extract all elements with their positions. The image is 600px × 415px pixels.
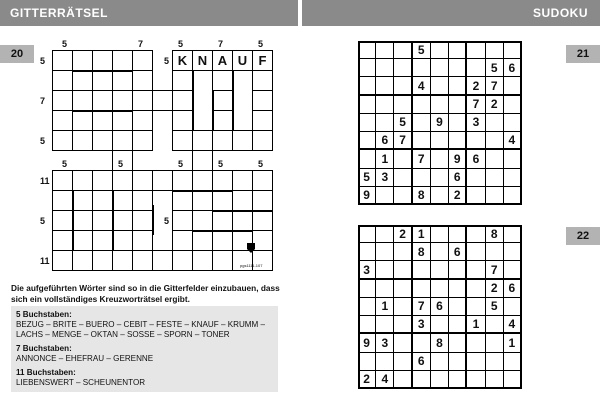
sudoku-cell[interactable] [449,132,467,150]
crossword-cell[interactable] [172,90,193,111]
crossword-cell[interactable] [232,170,253,191]
sudoku-cell[interactable] [431,187,449,205]
crossword-cell[interactable] [252,70,273,91]
clue-number-left: 5 [40,136,46,146]
crossword-cell[interactable] [92,90,113,111]
sudoku-cell[interactable] [504,353,522,371]
sudoku-cell[interactable]: 4 [413,77,431,95]
crossword-cell[interactable] [52,130,73,151]
crossword-cell[interactable] [172,190,193,211]
page-number-21: 21 [566,45,600,63]
crossword-cell[interactable] [252,230,273,251]
sudoku-cell[interactable]: 1 [467,316,485,334]
sudoku-cell[interactable]: 5 [413,41,431,59]
sudoku-cell[interactable] [504,298,522,316]
sudoku-cell[interactable] [358,114,376,132]
crossword-cell[interactable] [212,170,233,191]
crossword-cell[interactable] [132,110,153,131]
crossword-cell[interactable] [92,230,113,251]
sudoku-cell[interactable]: 9 [358,334,376,352]
crossword-letter-cell[interactable]: K [172,50,193,71]
sudoku-cell[interactable] [431,261,449,279]
clue-number-left: 5 [40,56,46,66]
sudoku-cell[interactable] [467,298,485,316]
crossword-cell[interactable] [72,90,93,111]
grid-separator [72,110,132,112]
clue-number-mid: 5 [62,159,68,169]
crossword-cell[interactable] [132,230,153,251]
crossword-cell[interactable] [92,110,113,131]
sudoku-cell[interactable] [394,41,412,59]
sudoku-cell[interactable]: 6 [449,243,467,261]
crossword-letter-cell[interactable]: N [192,50,213,71]
crossword-cell[interactable] [252,90,273,111]
sudoku-cell[interactable]: 8 [431,334,449,352]
sudoku-cell[interactable] [413,371,431,389]
sudoku-cell[interactable] [431,371,449,389]
sudoku-cell[interactable]: 3 [467,114,485,132]
crossword-cell[interactable] [192,250,213,271]
sudoku-cell[interactable] [394,150,412,168]
clue-number-top: 7 [218,39,224,49]
crossword-cell[interactable] [212,110,233,131]
sudoku-cell[interactable] [486,334,504,352]
sudoku-cell[interactable] [413,96,431,114]
crossword-cell[interactable] [172,110,193,131]
sudoku-cell[interactable]: 4 [376,371,394,389]
sudoku-cell[interactable] [449,261,467,279]
sudoku-cell[interactable] [504,169,522,187]
crossword-cell[interactable] [152,250,173,271]
crossword-cell[interactable] [52,110,73,131]
sudoku-cell[interactable]: 3 [413,316,431,334]
sudoku-cell[interactable] [504,150,522,168]
sudoku-cell[interactable] [376,59,394,77]
sudoku-cell[interactable]: 7 [394,132,412,150]
crossword-cell[interactable] [212,70,233,91]
sudoku-cell[interactable] [431,96,449,114]
grid-separator [112,190,114,250]
sudoku-cell[interactable] [376,96,394,114]
sudoku-cell[interactable] [394,261,412,279]
sudoku-cell[interactable]: 2 [449,187,467,205]
crossword-cell[interactable] [72,130,93,151]
clue-number-left: 11 [40,176,50,186]
grid-separator [192,70,194,130]
sudoku-cell[interactable] [504,114,522,132]
crossword-cell[interactable] [92,50,113,71]
sudoku-cell[interactable] [449,353,467,371]
sudoku-cell[interactable] [376,225,394,243]
crossword-cell[interactable] [192,130,213,151]
sudoku-cell[interactable] [413,59,431,77]
clue-number-top: 5 [62,39,68,49]
sudoku-cell[interactable] [358,225,376,243]
sudoku-cell[interactable] [467,261,485,279]
sudoku-cell[interactable] [358,96,376,114]
sudoku-cell[interactable]: 5 [358,169,376,187]
clue-number-mid: 5 [258,159,264,169]
sudoku-22 [358,225,522,389]
puzzle-code: pgs1111-107 [240,263,263,268]
crossword-cell[interactable] [112,210,133,231]
sudoku-cell[interactable] [449,96,467,114]
crossword-cell[interactable] [112,170,133,191]
sudoku-cell[interactable] [486,371,504,389]
sudoku-cell[interactable] [486,353,504,371]
crossword-cell[interactable] [212,250,233,271]
sudoku-cell[interactable] [413,280,431,298]
crossword-cell[interactable] [52,250,73,271]
sudoku-cell[interactable] [394,371,412,389]
grid-separator [192,230,252,232]
sudoku-cell[interactable]: 1 [376,298,394,316]
sudoku-cell[interactable] [486,243,504,261]
crossword-cell[interactable] [172,210,193,231]
sudoku-cell[interactable]: 6 [413,353,431,371]
sudoku-cell[interactable] [486,169,504,187]
sudoku-cell[interactable] [376,243,394,261]
crossword-cell[interactable] [252,110,273,131]
crossword-cell[interactable] [92,70,113,91]
sudoku-cell[interactable] [504,225,522,243]
word-group-heading: 11 Buchstaben: [16,368,76,377]
sudoku-cell[interactable] [376,77,394,95]
sudoku-cell[interactable] [449,41,467,59]
crossword-cell[interactable] [52,210,73,231]
crossword-cell[interactable] [132,70,153,91]
sudoku-cell[interactable]: 6 [449,169,467,187]
crossword-cell[interactable] [212,210,233,231]
clue-number-mid: 5 [218,159,224,169]
instructions-text: Die aufgeführten Wörter sind so in die Gitterfelder einzubauen, dass sich ein vollständiges Kreuzworträtsel ergibt. [11,283,280,304]
crossword-cell[interactable] [132,170,153,191]
sudoku-cell[interactable] [504,41,522,59]
sudoku-cell[interactable] [358,132,376,150]
sudoku-cell[interactable] [467,187,485,205]
header-right-title: SUDOKU [302,0,600,26]
sudoku-cell[interactable] [358,316,376,334]
sudoku-cell[interactable] [394,169,412,187]
word-group-11 [16,368,273,388]
sudoku-cell[interactable] [449,225,467,243]
page-number-22: 22 [566,227,600,245]
sudoku-cell[interactable]: 7 [413,150,431,168]
sudoku-cell[interactable]: 8 [413,243,431,261]
word-group-heading: 5 Buchstaben: [16,310,72,319]
crossword-letter-cell[interactable]: A [212,50,233,71]
sudoku-cell[interactable]: 9 [358,187,376,205]
sudoku-cell[interactable] [449,77,467,95]
sudoku-cell[interactable] [394,96,412,114]
sudoku-cell[interactable]: 2 [358,371,376,389]
sudoku-cell[interactable] [376,261,394,279]
sudoku-cell[interactable] [486,150,504,168]
sudoku-cell[interactable]: 4 [504,316,522,334]
crossword-cell[interactable] [72,170,93,191]
sudoku-cell[interactable] [358,77,376,95]
crossword-cell[interactable] [252,190,273,211]
sudoku-cell[interactable]: 6 [431,298,449,316]
sudoku-cell[interactable]: 5 [486,298,504,316]
sudoku-cell[interactable] [431,316,449,334]
word-group-words: ANNONCE – EHEFRAU – GERENNE [16,354,154,363]
clue-number-inner: 5 [164,56,170,66]
sudoku-cell[interactable] [486,132,504,150]
clue-number-left: 7 [40,96,46,106]
sudoku-cell[interactable] [376,114,394,132]
grid-separator [72,70,132,72]
clue-number-mid: 5 [118,159,124,169]
sudoku-cell[interactable]: 2 [467,77,485,95]
sudoku-cell[interactable]: 4 [504,132,522,150]
sudoku-cell[interactable]: 9 [431,114,449,132]
sudoku-cell[interactable] [449,334,467,352]
sudoku-cell[interactable]: 8 [486,225,504,243]
sudoku-cell[interactable] [358,353,376,371]
sudoku-cell[interactable] [394,243,412,261]
crossword-cell[interactable] [132,90,153,111]
clue-number-top: 5 [258,39,264,49]
crossword-cell[interactable] [92,170,113,191]
sudoku-cell[interactable] [449,316,467,334]
crossword-cell[interactable] [172,170,193,191]
crossword-cell[interactable] [172,250,193,271]
clue-number-mid: 5 [178,159,184,169]
crossword-cell[interactable] [192,210,213,231]
sudoku-cell[interactable] [431,150,449,168]
header-left-title: GITTERRÄTSEL [0,0,298,26]
crossword-cell[interactable] [92,210,113,231]
crossword-cell[interactable] [72,210,93,231]
sudoku-cell[interactable] [467,41,485,59]
clue-number-top: 5 [178,39,184,49]
sudoku-cell[interactable]: 1 [413,225,431,243]
sudoku-cell[interactable] [431,59,449,77]
sudoku-cell[interactable] [394,298,412,316]
sudoku-cell[interactable]: 1 [504,334,522,352]
crossword-cell[interactable] [252,130,273,151]
sudoku-cell[interactable] [486,187,504,205]
crossword-cell[interactable] [252,210,273,231]
sudoku-cell[interactable] [504,371,522,389]
crossword-cell[interactable] [232,210,253,231]
grid-separator [172,190,232,192]
crossword-cell[interactable] [212,190,233,211]
sudoku-cell[interactable] [376,280,394,298]
sudoku-cell[interactable] [394,334,412,352]
crossword-cell[interactable] [132,50,153,71]
sudoku-cell[interactable] [413,132,431,150]
grid-separator [212,90,214,130]
sudoku-cell[interactable] [467,243,485,261]
sudoku-cell[interactable] [358,243,376,261]
sudoku-cell[interactable] [467,59,485,77]
sudoku-cell[interactable] [467,132,485,150]
grid-separator [152,205,154,235]
sudoku-cell[interactable] [431,132,449,150]
sudoku-cell[interactable] [431,169,449,187]
sudoku-cell[interactable] [467,371,485,389]
sudoku-cell[interactable]: 6 [504,280,522,298]
crossword-cell[interactable] [52,90,73,111]
sudoku-cell[interactable] [358,41,376,59]
sudoku-cell[interactable]: 2 [486,280,504,298]
word-group-words: LIEBENSWERT – SCHEUNENTOR [16,378,146,387]
sudoku-cell[interactable] [394,353,412,371]
sudoku-cell[interactable]: 2 [394,225,412,243]
crossword-cell[interactable] [92,250,113,271]
sudoku-cell[interactable]: 3 [358,261,376,279]
crossword-cell[interactable] [232,130,253,151]
page-number-20: 20 [0,45,34,63]
sudoku-cell[interactable] [394,59,412,77]
grid-separator [72,190,74,250]
sudoku-cell[interactable] [358,59,376,77]
sudoku-cell[interactable] [376,41,394,59]
crossword-cell[interactable] [132,130,153,151]
crossword-cell[interactable] [92,190,113,211]
clue-number-inner: 5 [164,216,170,226]
sudoku-cell[interactable]: 7 [486,77,504,95]
sudoku-cell[interactable]: 2 [486,96,504,114]
sudoku-cell[interactable] [376,353,394,371]
sudoku-cell[interactable]: 1 [376,150,394,168]
sudoku-cell[interactable] [486,114,504,132]
sudoku-cell[interactable]: 9 [449,150,467,168]
crossword-cell[interactable] [172,130,193,151]
sudoku-cell[interactable] [394,77,412,95]
sudoku-cell[interactable] [449,371,467,389]
gitter-puzzle [0,0,300,280]
crossword-letter-cell[interactable]: F [252,50,273,71]
crossword-cell[interactable] [152,170,173,191]
sudoku-cell[interactable]: 6 [467,150,485,168]
sudoku-cell[interactable] [486,316,504,334]
sudoku-cell[interactable] [449,59,467,77]
sudoku-cell[interactable] [431,280,449,298]
word-group-5 [16,310,273,340]
crossword-cell[interactable] [112,250,133,271]
sudoku-cell[interactable]: 3 [376,169,394,187]
crossword-cell[interactable] [72,50,93,71]
sudoku-cell[interactable]: 5 [486,59,504,77]
crossword-letter-cell[interactable]: U [232,50,253,71]
sudoku-cell[interactable] [504,243,522,261]
sudoku-cell[interactable] [413,169,431,187]
crossword-cell[interactable] [192,150,213,171]
crossword-cell[interactable] [192,170,213,191]
sudoku-cell[interactable]: 7 [486,261,504,279]
sudoku-cell[interactable] [413,334,431,352]
crossword-cell[interactable] [72,250,93,271]
crossword-cell[interactable] [212,130,233,151]
sudoku-cell[interactable] [413,261,431,279]
crossword-cell[interactable] [112,90,133,111]
clue-number-left: 11 [40,256,50,266]
crossword-cell[interactable] [92,130,113,151]
crossword-cell[interactable] [132,190,153,211]
crossword-cell[interactable] [52,190,73,211]
grid-separator [212,210,272,212]
sudoku-cell[interactable] [358,150,376,168]
crossword-cell[interactable] [52,50,73,71]
word-group-heading: 7 Buchstaben: [16,344,72,353]
crossword-cell[interactable] [132,250,153,271]
crossword-cell[interactable] [132,210,153,231]
crossword-cell[interactable] [112,50,133,71]
sudoku-cell[interactable] [376,316,394,334]
sudoku-cell[interactable] [504,187,522,205]
sudoku-cell[interactable] [431,353,449,371]
crossword-cell[interactable] [52,70,73,91]
crossword-cell[interactable] [52,170,73,191]
clue-number-top: 7 [138,39,144,49]
sudoku-cell[interactable] [431,77,449,95]
sudoku-cell[interactable]: 7 [467,96,485,114]
sudoku-cell[interactable] [431,41,449,59]
crossword-cell[interactable] [152,90,173,111]
sudoku-cell[interactable] [394,187,412,205]
crossword-cell[interactable] [172,70,193,91]
crossword-cell[interactable] [212,90,233,111]
clue-number-left: 5 [40,216,46,226]
sudoku-cell[interactable] [358,280,376,298]
sudoku-cell[interactable] [394,316,412,334]
word-list-box [11,306,278,392]
sudoku-cell[interactable] [376,187,394,205]
sudoku-cell[interactable]: 6 [376,132,394,150]
crossword-cell[interactable] [52,230,73,251]
sudoku-cell[interactable] [467,225,485,243]
sudoku-cell[interactable] [413,114,431,132]
sudoku-cell[interactable] [467,334,485,352]
sudoku-cell[interactable] [394,280,412,298]
sudoku-cell[interactable] [467,169,485,187]
sudoku-cell[interactable] [504,77,522,95]
sudoku-21 [358,41,522,205]
sudoku-cell[interactable] [431,225,449,243]
sudoku-cell[interactable] [449,114,467,132]
sudoku-cell[interactable] [431,243,449,261]
crossword-cell[interactable] [252,170,273,191]
sudoku-cell[interactable] [504,96,522,114]
sudoku-cell[interactable]: 8 [413,187,431,205]
crossword-cell[interactable] [212,230,233,251]
sudoku-cell[interactable] [504,261,522,279]
word-group-words: BEZUG – BRITE – BUERO – CEBIT – FESTE – KNAUF – KRUMM – LACHS – MENGE – OKTAN – SOSSE – SPORN – TONER [16,320,266,339]
crossword-cell[interactable] [172,230,193,251]
sudoku-cell[interactable]: 3 [376,334,394,352]
grid-separator [232,70,234,130]
word-group-7 [16,344,273,364]
sudoku-cell[interactable] [467,280,485,298]
sudoku-cell[interactable] [358,298,376,316]
sudoku-cell[interactable]: 5 [394,114,412,132]
sudoku-cell[interactable] [449,298,467,316]
sudoku-cell[interactable]: 7 [413,298,431,316]
crossword-cell[interactable] [112,130,133,151]
sudoku-cell[interactable]: 6 [504,59,522,77]
sudoku-cell[interactable] [486,41,504,59]
sudoku-cell[interactable] [449,280,467,298]
sudoku-cell[interactable] [467,353,485,371]
